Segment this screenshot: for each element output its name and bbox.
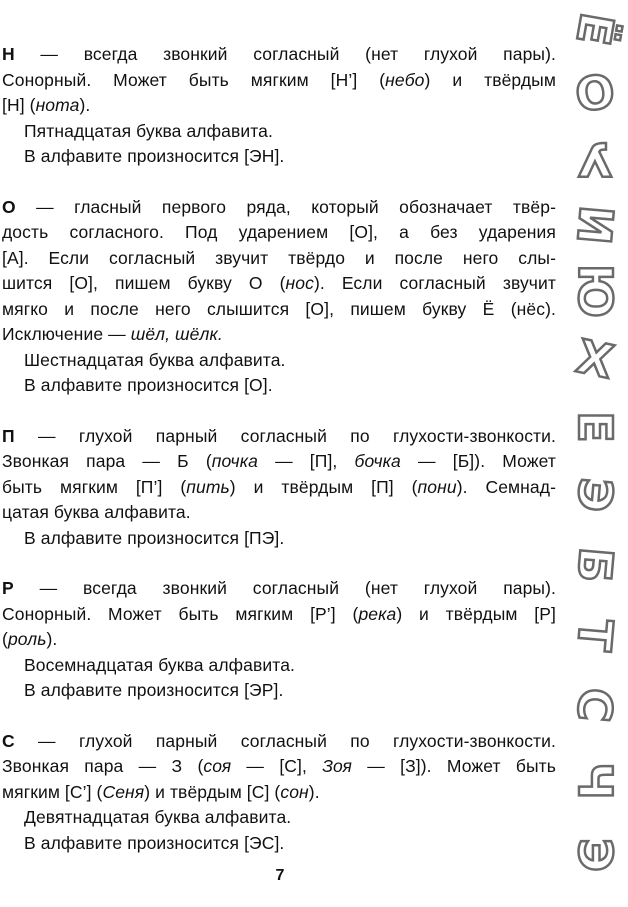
entry-n — [2, 42, 556, 170]
page-text — [2, 42, 556, 881]
entry-letter: Н — [2, 44, 15, 64]
margin-letter: Т — [566, 617, 624, 653]
entry-description: Н — всегда звонкий согласный (нет глухой пары). Сонорный. Может быть мягким [Н’] (небо) и твёрдым [Н] (нота). — [2, 44, 556, 115]
entry-description: С — глухой парный согласный по глухости-звонкости. Звонкая пара — З (соя — [С], Зоя — [З]). Может быть мягким [С’] (Сеня) и твёрдым [С] (сон). — [2, 730, 556, 802]
margin-letter: И — [566, 203, 624, 247]
pronunciation: В алфавите произносится [ЭС]. — [24, 832, 285, 853]
entry-letter: С — [2, 730, 15, 751]
margin-letter: Ё — [565, 8, 625, 50]
margin-letter: Ч — [568, 762, 622, 800]
example-word: роль — [7, 629, 47, 649]
example-word: Зоя — [322, 756, 352, 776]
margin-letter: Х — [572, 328, 618, 390]
pronunciation: В алфавите произносится [ЭН]. — [24, 146, 285, 166]
margin-letter: Б — [566, 545, 624, 585]
entry-description: П — глухой парный согласный по глухости-звонкости. Звонкая пара — Б (почка — [П], бочка — [Б]). Может быть мягким [П’] (пить) и твёрдым [П] (пони). Семнад- цатая буква алфавита. — [2, 425, 556, 522]
example-word: нос — [285, 273, 314, 293]
entry-description: Р — всегда звонкий согласный (нет глухой пары). Сонорный. Может быть мягким [Р’] (река) и твёрдым [Р] (роль). — [2, 578, 556, 649]
example-word: соя — [203, 756, 232, 776]
example-word: пони — [417, 476, 457, 497]
entry-p — [2, 424, 556, 552]
page-number: 7 — [275, 867, 285, 884]
alphabet-order: Девятнадцатая буква алфавита. — [24, 807, 292, 827]
entry-s — [2, 729, 556, 857]
example-word: сон — [280, 781, 309, 802]
pronunciation: В алфавите произносится [ЭР]. — [24, 680, 284, 700]
margin-letter: Э — [568, 838, 622, 872]
entry-r — [2, 576, 556, 704]
margin-letter: О — [571, 63, 619, 123]
margin-letter: Е — [568, 411, 622, 443]
alphabet-order: Пятнадцатая буква алфавита. — [24, 120, 273, 141]
alphabet-order: Шестнадцатая буква алфавита. — [24, 349, 286, 370]
margin-letter: С — [566, 685, 624, 725]
pronunciation: В алфавите произносится [О]. — [24, 375, 273, 395]
example-word: бочка — [354, 451, 401, 471]
example-word: нота — [35, 95, 80, 115]
entry-letter: П — [2, 425, 15, 446]
example-word: Сеня — [102, 781, 145, 802]
pronunciation: В алфавите произносится [ПЭ]. — [24, 527, 285, 548]
example-word: небо — [385, 69, 425, 90]
entry-o — [2, 195, 556, 399]
margin-letter: У — [577, 132, 613, 186]
alphabet-order: Восемнадцатая буква алфавита. — [24, 654, 295, 675]
entry-letter: О — [2, 196, 16, 217]
example-word: почка — [211, 451, 258, 471]
example-word: пить — [186, 476, 230, 497]
example-word: шёл, шёлк. — [130, 324, 223, 344]
decorative-letter-strip — [562, 0, 628, 907]
entry-letter: Р — [2, 578, 14, 598]
margin-letter: Э — [566, 475, 624, 515]
margin-letter: Ю — [568, 264, 622, 318]
entry-description: О — гласный первого ряда, который обозначает твёр- дость согласного. Под ударением [О], а без ударения [А]. Если согласный звучит твёрдо и после него слы- шится [О], пишем букву О (нос). Если согласный звучит мягко и после него слышится [О], пишем букву Ё (нёс). Исключение — шёл, шёлк. — [2, 196, 557, 344]
example-word: река — [358, 603, 397, 624]
